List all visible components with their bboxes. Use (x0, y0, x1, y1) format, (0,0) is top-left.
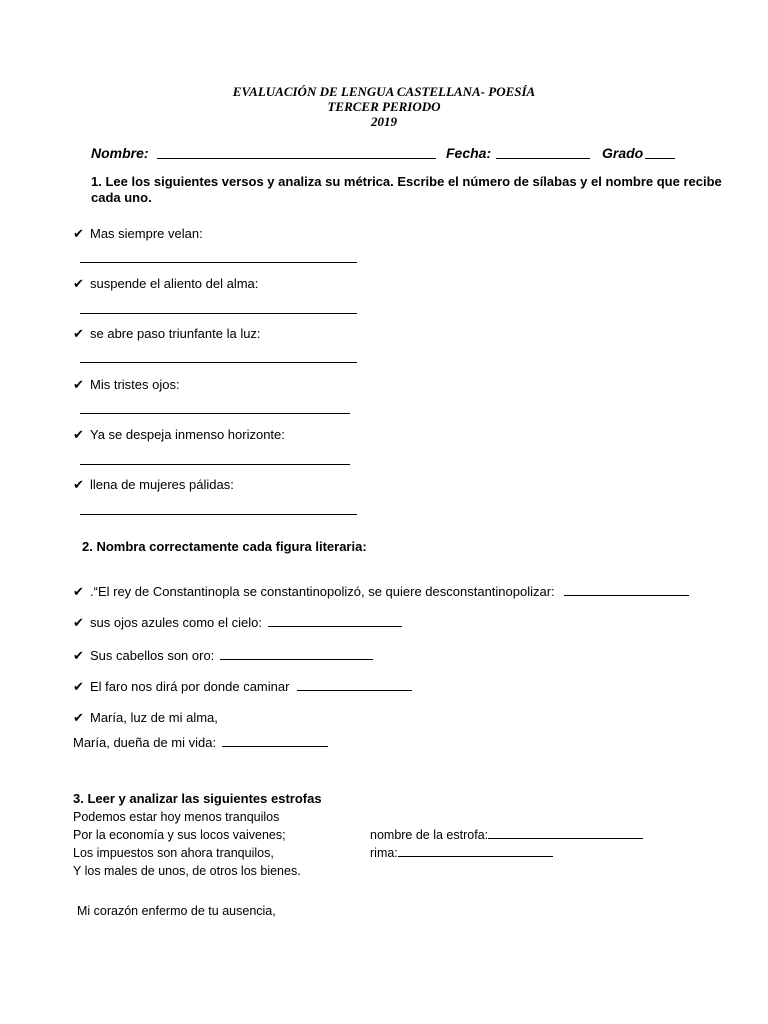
list-item: ✔ Mis tristes ojos: (73, 377, 180, 392)
answer-line[interactable] (297, 679, 412, 691)
answer-line[interactable] (80, 262, 357, 263)
verse-line: Los impuestos son ahora tranquilos, (73, 846, 274, 860)
answer-line[interactable] (220, 648, 373, 660)
list-item: ✔ Sus cabellos son oro: (73, 648, 373, 664)
list-item: ✔ Ya se despeja inmenso horizonte: (73, 427, 285, 442)
section1-instruction-cont: cada uno. (91, 190, 152, 205)
answer-line[interactable] (80, 514, 357, 515)
list-item: ✔ El faro nos dirá por donde caminar (73, 679, 412, 695)
answer-line[interactable] (80, 464, 350, 465)
check-icon: ✔ (73, 477, 84, 492)
check-icon: ✔ (73, 710, 84, 725)
stanza-name-row (370, 826, 643, 844)
list-item: ✔ .“El rey de Constantinopla se constantinopolizó, se quiere desconstantinopolizar: (73, 584, 689, 600)
section3-instruction: 3. Leer y analizar las siguientes estrofas (73, 791, 322, 806)
name-label: Nombre: (91, 145, 149, 161)
verse-line: Podemos estar hoy menos tranquilos (73, 810, 280, 824)
list-item: ✔ María, luz de mi alma, (73, 710, 218, 725)
rhyme-field[interactable] (398, 845, 553, 857)
check-icon: ✔ (73, 326, 84, 341)
grade-field[interactable] (645, 158, 675, 159)
answer-line[interactable] (80, 413, 350, 414)
list-item: ✔ sus ojos azules como el cielo: (73, 615, 402, 631)
list-item-cont: María, dueña de mi vida: (73, 735, 328, 751)
check-icon: ✔ (73, 377, 84, 392)
section2-instruction: 2. Nombra correctamente cada figura literaria: (82, 539, 367, 554)
check-icon: ✔ (73, 427, 84, 442)
verse-line: Y los males de unos, de otros los bienes. (73, 864, 301, 878)
year-subtitle: 2019 (371, 114, 397, 129)
check-icon: ✔ (73, 679, 84, 694)
page-title: EVALUACIÓN DE LENGUA CASTELLANA- POESÍA (232, 84, 536, 99)
check-icon: ✔ (73, 276, 84, 291)
section1-instruction: 1. Lee los siguientes versos y analiza su métrica. Escribe el número de sílabas y el nombre que recibe (91, 174, 722, 189)
answer-line[interactable] (222, 735, 328, 747)
check-icon: ✔ (73, 584, 84, 599)
verse-line: Por la economía y sus locos vaivenes; (73, 828, 286, 842)
stanza-name-label: nombre de la estrofa: (370, 828, 489, 842)
list-item: ✔ suspende el aliento del alma: (73, 276, 259, 291)
rhyme-label: rima: (370, 846, 398, 860)
grade-label: Grado (602, 145, 644, 161)
answer-line[interactable] (564, 584, 689, 596)
check-icon: ✔ (73, 615, 84, 630)
answer-line[interactable] (80, 362, 357, 363)
second-stanza-verse: Mi corazón enfermo de tu ausencia, (77, 904, 276, 918)
stanza-verses (73, 808, 301, 880)
period-subtitle: TERCER PERIODO (327, 99, 441, 114)
check-icon: ✔ (73, 226, 84, 241)
name-field[interactable] (157, 158, 436, 159)
rhyme-row (370, 844, 553, 862)
date-field[interactable] (496, 158, 590, 159)
stanza-name-field[interactable] (488, 827, 643, 839)
date-label: Fecha: (446, 145, 492, 161)
answer-line[interactable] (268, 615, 402, 627)
check-icon: ✔ (73, 648, 84, 663)
list-item: ✔ se abre paso triunfante la luz: (73, 326, 261, 341)
list-item: ✔ llena de mujeres pálidas: (73, 477, 234, 492)
answer-line[interactable] (80, 313, 357, 314)
list-item: ✔ Mas siempre velan: (73, 226, 203, 241)
